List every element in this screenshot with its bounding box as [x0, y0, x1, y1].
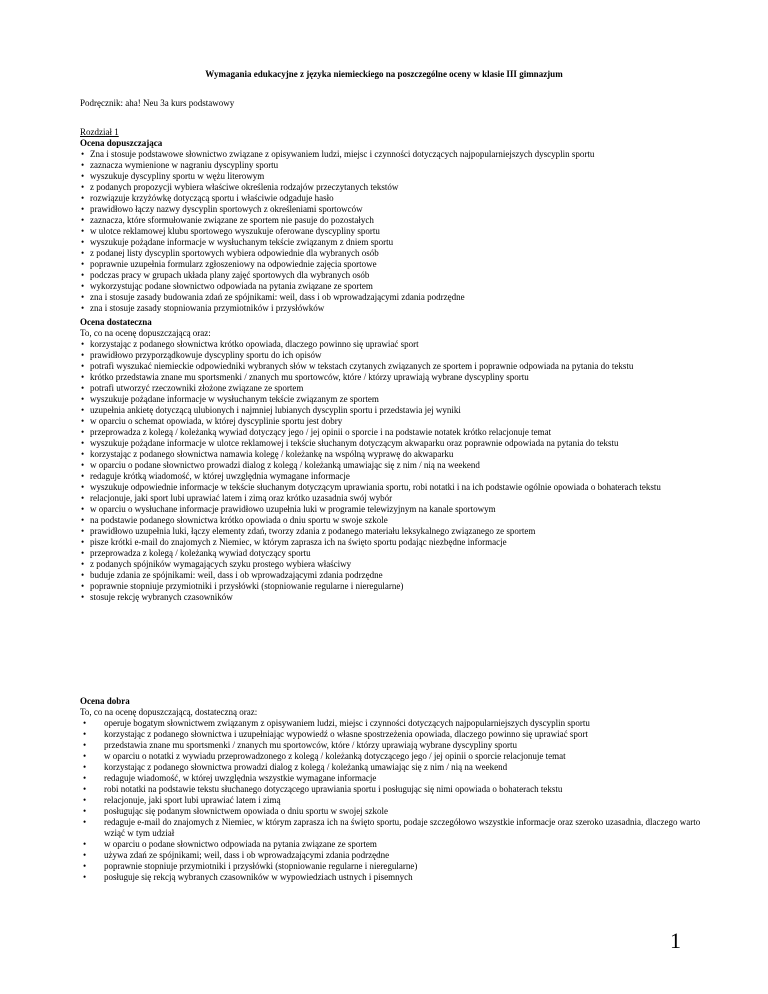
- grade-intro: To, co na ocenę dopuszczającą, dostateczną oraz:: [80, 707, 258, 717]
- list-item: • wyszukuje pożądane informacje w wysłuchanym tekście związanym ze sportem: [80, 394, 710, 405]
- list-item: • korzystając z podanego słownictwa i uzupełniając wypowiedź o własne spostrzeżenia opowiada, dlaczego powinno się uprawiać sport: [80, 729, 710, 740]
- list-item: • redaguje wiadomość, w której uwzględnia wszystkie wymagane informacje: [80, 773, 710, 784]
- list-item: • prawidłowo łączy nazwy dyscyplin sportowych z określeniami sportowców: [80, 204, 710, 215]
- list-item: • z podanych spójników wymagających szyku prostego wybiera właściwy: [80, 559, 710, 570]
- list-item: • w oparciu o podane słownictwo prowadzi dialog z kolegą / koleżanką umawiając się z nim / nią na weekend: [80, 460, 710, 471]
- list-item: • korzystając z podanego słownictwa krótko opowiada, dlaczego powinno się uprawiać sport: [80, 339, 710, 350]
- list-item: • wyszukuje pożądane informacje w wysłuchanym tekście związanym z dniem sportu: [80, 237, 710, 248]
- list-item: • przeprowadza z kolegą / koleżanką wywiad dotyczący sportu: [80, 548, 710, 559]
- list-item: • wyszukuje pożądane informacje w ulotce reklamowej i tekście słuchanym dotyczącym akwaparku oraz poprawnie odpowiada na pytania do tekstu: [80, 438, 710, 449]
- list-item: • robi notatki na podstawie tekstu słuchanego dotyczącego uprawiania sportu i posługując się nimi opowiada o bohaterach tekstu: [80, 784, 710, 795]
- list-item: • w ulotce reklamowej klubu sportowego wyszukuje oferowane dyscypliny sportu: [80, 226, 710, 237]
- list-item: • zna i stosuje zasady budowania zdań ze spójnikami: weil, dass i ob wprowadzającymi zdania podrzędne: [80, 292, 710, 303]
- list-item: • przedstawia znane mu sportsmenki / znanych mu sportowców, które / którzy uprawiają wybrane dyscypliny sportu: [80, 740, 710, 751]
- list-item: • poprawnie uzupełnia formularz zgłoszeniowy na odpowiednie zajęcia sportowe: [80, 259, 710, 270]
- list-item: • w oparciu o notatki z wywiadu przeprowadzonego z kolegą / koleżanką dotyczącego jego / jej opinii o sporcie relacjonuje temat: [80, 751, 710, 762]
- section-dobra: [80, 696, 710, 883]
- grade-heading: Ocena dostateczna: [80, 317, 152, 327]
- list-item: • z podanych propozycji wybiera właściwe określenia rodzajów przeczytanych tekstów: [80, 182, 710, 193]
- list-item: • buduje zdania ze spójnikami: weil, dass i ob wprowadzającymi zdania podrzędne: [80, 570, 710, 581]
- list-item: • rozwiązuje krzyżówkę dotyczącą sportu i właściwie odgaduje hasło: [80, 193, 710, 204]
- list-item: • redaguje e-mail do znajomych z Niemiec, w którym zaprasza ich na święto sportu, podaje szczegółowo wszystkie informacje oraz szeroko uzasadnia, dlaczego warto wziąć w tym udział: [80, 817, 710, 839]
- list-item: • operuje bogatym słownictwem związanym z opisywaniem ludzi, miejsc i czynności dotyczących najpopularniejszych dyscyplin sportu: [80, 718, 710, 729]
- list-item: • przeprowadza z kolegą / koleżanką wywiad dotyczący jego / jej opinii o sporcie i na podstawie notatek krótko relacjonuje temat: [80, 427, 710, 438]
- list-item: • Zna i stosuje podstawowe słownictwo związane z opisywaniem ludzi, miejsc i czynności dotyczących najpopularniejszych dyscyplin sportu: [80, 149, 710, 160]
- list-item: • zaznacza wymienione w nagraniu dyscypliny sportu: [80, 160, 710, 171]
- grade-heading: Ocena dobra: [80, 696, 130, 706]
- list-item: • relacjonuje, jaki sport lubi uprawiać latem i zimą oraz krótko uzasadnia swój wybór: [80, 493, 710, 504]
- list-item: • prawidłowo przyporządkowuje dyscypliny sportu do ich opisów: [80, 350, 710, 361]
- list-item: • relacjonuje, jaki sport lubi uprawiać latem i zimą: [80, 795, 710, 806]
- list-item: • poprawnie stopniuje przymiotniki i przysłówki (stopniowanie regularne i nieregularne): [80, 581, 710, 592]
- list-item: • posługując się podanym słownictwem opowiada o dniu sportu w swojej szkole: [80, 806, 710, 817]
- list-item: • zaznacza, które sformułowanie związane ze sportem nie pasuje do pozostałych: [80, 215, 710, 226]
- list-item: • potrafi wyszukać niemieckie odpowiedniki wybranych słów w tekstach czytanych związanych ze sportem i poprawnie odpowiada na pytania do tekstu: [80, 361, 710, 372]
- grade-heading: Ocena dopuszczająca: [80, 138, 163, 148]
- list-item: • wykorzystując podane słownictwo odpowiada na pytania związane ze sportem: [80, 281, 710, 292]
- list-item: • z podanej listy dyscyplin sportowych wybiera odpowiednie dla wybranych osób: [80, 248, 710, 259]
- section-dopuszczajaca: [80, 127, 710, 314]
- requirements-list: [80, 339, 710, 603]
- grade-intro: To, co na ocenę dopuszczającą oraz:: [80, 328, 211, 338]
- chapter-heading: Rozdział 1: [80, 127, 119, 137]
- list-item: • zna i stosuje zasady stopniowania przymiotników i przysłówków: [80, 303, 710, 314]
- list-item: • korzystając z podanego słownictwa namawia kolegę / koleżankę na wspólną wyprawę do akwaparku: [80, 449, 710, 460]
- document-title: Wymagania edukacyjne z języka niemieckiego na poszczególne oceny w klasie III gimnazjum: [205, 69, 563, 79]
- list-item: • poprawnie stopniuje przymiotniki i przysłówki (stopniowanie regularne i nieregularne): [80, 861, 710, 872]
- list-item: • w oparciu o wysłuchane informacje prawidłowo uzupełnia luki w programie telewizyjnym na kanale sportowym: [80, 504, 710, 515]
- list-item: • pisze krótki e-mail do znajomych z Niemiec, w którym zaprasza ich na święto sportu podając niezbędne informacje: [80, 537, 710, 548]
- list-item: • stosuje rekcję wybranych czasowników: [80, 592, 710, 603]
- list-item: • na podstawie podanego słownictwa krótko opowiada o dniu sportu w swoje szkole: [80, 515, 710, 526]
- list-item: • uzupełnia ankietę dotyczącą ulubionych i najmniej lubianych dyscyplin sportu i przedstawia jej wyniki: [80, 405, 710, 416]
- list-item: • wyszukuje dyscypliny sportu w wężu literowym: [80, 171, 710, 182]
- list-item: • wyszukuje odpowiednie informacje w tekście słuchanym dotyczącym uprawiania sportu, robi notatki i na ich podstawie ogólnie opowiada o bohaterach tekstu: [80, 482, 710, 493]
- requirements-list: [80, 149, 710, 314]
- page-number: 1: [670, 928, 681, 953]
- list-item: • prawidłowo uzupełnia luki, łączy elementy zdań, tworzy zdania z podanego materiału leksykalnego związanego ze sportem: [80, 526, 710, 537]
- list-item: • krótko przedstawia znane mu sportsmenki / znanych mu sportowców, które / którzy uprawiają wybrane dyscypliny sportu: [80, 372, 710, 383]
- list-item: • posługuje się rekcją wybranych czasowników w wypowiedziach ustnych i pisemnych: [80, 872, 710, 883]
- list-item: • redaguje krótką wiadomość, w której uwzględnia wymagane informacje: [80, 471, 710, 482]
- list-item: • podczas pracy w grupach układa plany zajęć sportowych dla wybranych osób: [80, 270, 710, 281]
- list-item: • w oparciu o schemat opowiada, w której dyscyplinie sportu jest dobry: [80, 416, 710, 427]
- list-item: • używa zdań ze spójnikami; weil, dass i ob wprowadzającymi zdania podrzędne: [80, 850, 710, 861]
- list-item: • potrafi utworzyć rzeczowniki złożone związane ze sportem: [80, 383, 710, 394]
- requirements-list: [80, 718, 710, 883]
- section-dostateczna: [80, 317, 710, 603]
- list-item: • w oparciu o podane słownictwo odpowiada na pytania związane ze sportem: [80, 839, 710, 850]
- textbook-line: Podręcznik: aha! Neu 3a kurs podstawowy: [80, 98, 235, 108]
- list-item: • korzystając z podanego słownictwa prowadzi dialog z kolegą / koleżanką umawiając się z nim / nią na weekend: [80, 762, 710, 773]
